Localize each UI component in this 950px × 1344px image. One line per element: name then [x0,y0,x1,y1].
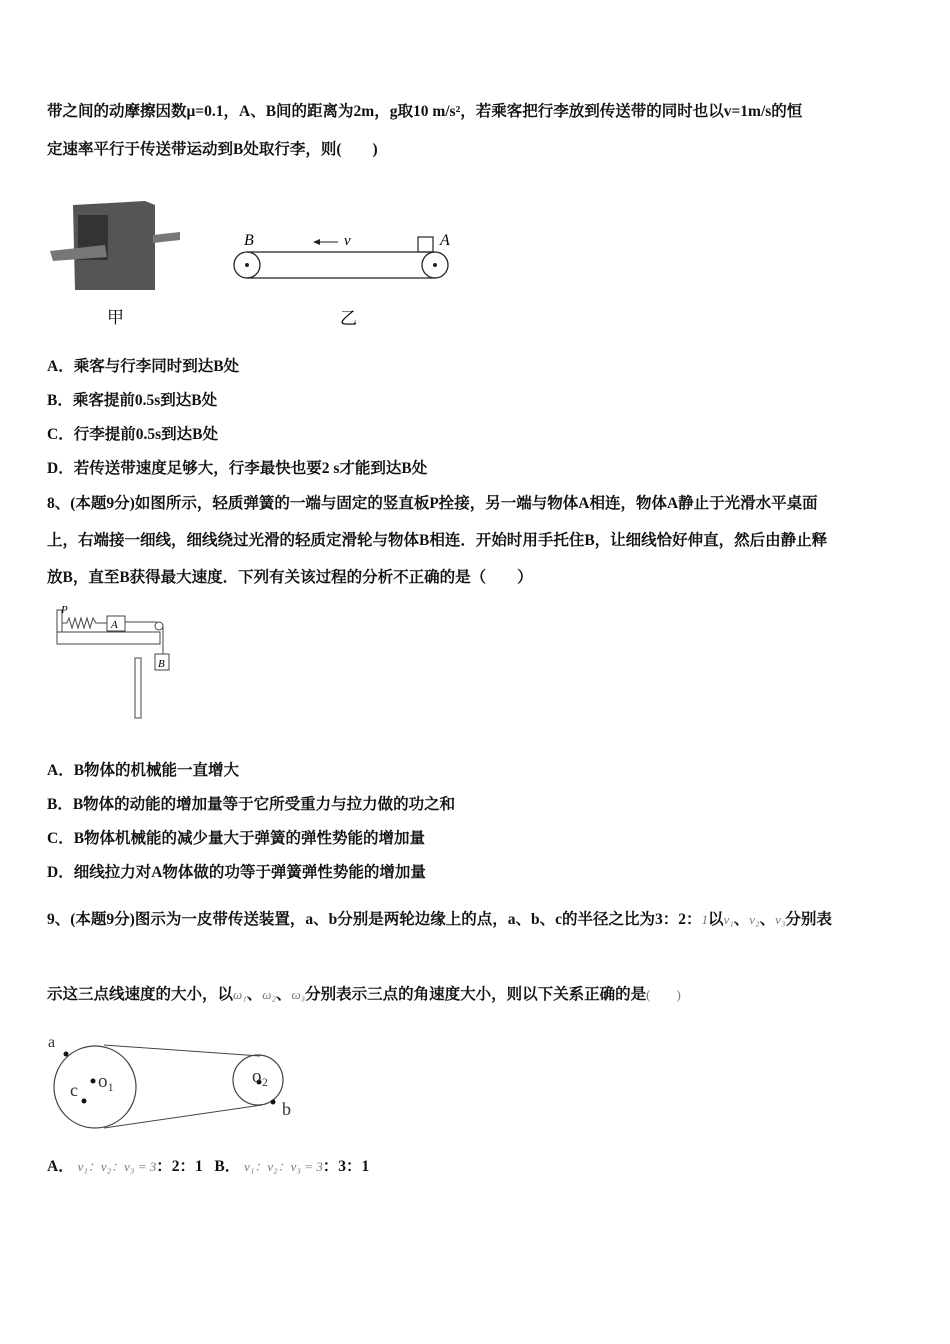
q7-stem-line-1: 带之间的动摩擦因数μ=0.1，A、B间的距离为2m，g取10 m/s²，若乘客把行李放到传送带的同时也以v=1m/s的恒 [47,103,803,120]
q8-option-c: C．B物体机械能的减少量大于弹簧的弹性势能的增加量 [47,830,426,847]
separator: 、 [759,911,776,928]
block-a-label: A [111,619,118,631]
q9-option-b-label: B． [214,1158,241,1175]
v1-symbol: v₁ [723,912,734,927]
q8-option-d: D．细线拉力对A物体做的功等于弹簧弹性势能的增加量 [47,864,426,881]
xray-machine-figure [45,195,185,335]
q9-text: 示这三点线速度的大小，以 [47,986,234,1003]
q9-stem-line-1 [47,910,832,930]
velocity-label: v [344,233,351,249]
answer-paren: ( ) [646,987,681,1002]
q9-option-b-equation: v₁：v₂：v₃ = 3 [244,1159,323,1174]
v2-symbol: v₂ [749,912,760,927]
point-a-label: A [440,232,450,249]
belt-drive-figure [40,1030,310,1135]
figure-label-yi: 乙 [340,309,357,328]
q9-ratio-image: 1 [701,912,708,927]
spring-pulley-figure [45,598,175,728]
point-c-label: c [70,1080,78,1100]
q9-option-a-label: A． [47,1158,74,1175]
q9-option-a-ratio: ：2：1 [156,1158,203,1175]
q7-option-b: B．乘客提前0.5s到达B处 [47,392,218,409]
q8-stem-line-2: 上，右端接一细线，细线绕过光滑的轻质定滑轮与物体B相连．开始时用手托住B，让细线恰好伸直，然后由静止释 [47,532,828,549]
q9-option-a-equation: v₁：v₂：v₃ = 3 [77,1159,157,1174]
separator: 、 [246,986,263,1003]
q8-option-a: A．B物体的机械能一直增大 [47,762,240,779]
q7-stem-line-2: 定速率平行于传送带运动到B处取行李，则( ) [47,141,378,158]
omega1-symbol: ω₁ [233,987,247,1002]
point-a-label: a [48,1034,56,1051]
q8-stem-line-3: 放B，直至B获得最大速度．下列有关该过程的分析不正确的是（ ） [47,569,533,586]
q7-option-c: C．行李提前0.5s到达B处 [47,426,218,443]
separator: 、 [275,986,292,1003]
q9-text: 以 [707,911,724,928]
q8-option-b: B．B物体的动能的增加量等于它所受重力与拉力做的功之和 [47,796,456,813]
v3-symbol: v₃ [775,912,786,927]
plate-p-label: P [61,604,68,616]
q9-option-b-ratio: ：3：1 [322,1158,370,1175]
point-b-label: B [244,232,254,249]
figure-label-jia: 甲 [107,308,124,327]
q8-stem-line-1: 8、(本题9分)如图所示，轻质弹簧的一端与固定的竖直板P拴接，另一端与物体A相连，物体A静止于光滑水平桌面 [47,495,818,512]
point-b-label: b [282,1099,291,1119]
center-o1-label: o₁ [98,1071,115,1092]
conveyor-belt-figure [230,225,460,340]
q9-stem-line-2 [47,985,681,1005]
block-b-label: B [158,658,165,670]
q7-option-a: A．乘客与行李同时到达B处 [47,358,240,375]
center-o2-label: o₂ [252,1066,269,1087]
q9-text: 分别表 [785,911,832,928]
q9-options [47,1157,369,1177]
omega3-symbol: ω₃ [291,987,306,1002]
separator: 、 [733,911,750,928]
q7-option-d: D．若传送带速度足够大，行李最快也要2 s才能到达B处 [47,460,428,477]
q9-text: 9、(本题9分)图示为一皮带传送装置，a、b分别是两轮边缘上的点，a、b、c的半径之比为3：2： [47,911,702,928]
q9-text: 分别表示三点的角速度大小，则以下关系正确的是 [305,986,647,1003]
omega2-symbol: ω₂ [262,987,276,1002]
